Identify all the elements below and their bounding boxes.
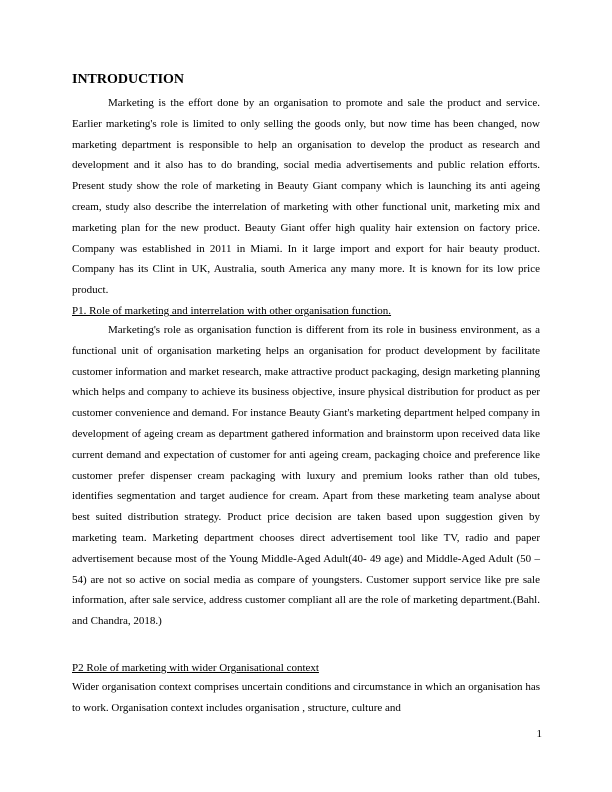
section-p2-body: Wider organisation context comprises uncertain conditions and circumstance in which an organisation has to work. Organisation context includes organisation , structure, culture and	[72, 681, 540, 714]
section-p1-body: Marketing's role as organisation function is different from its role in business environment, as a functional unit of organisation marketing helps an organisation for product development by facilitate customer information and market research, make attractive product packaging, design marketing planning which helps and company to achieve its business objective, insure physical distribution for product as per customer convenience and demand. For instance Beauty Giant's marketing department helped company in development of ageing cream as department gathered information and brainstorm upon received data like current demand and expectation of customer for anti ageing cream, packaging choice and preference like customer prefer dispenser cream packaging with luxury and premium looks rather than old tubes, identifies segmentation and target audience for cream. Apart from these marketing team analyse about best suited distribution strategy. Product price decision are taken based upon suggestion given by marketing team. Marketing department chooses direct advertisement tool like TV, radio and paper advertisement because most of the Young Middle-Aged Adult(40- 49 age) and Middle-Aged Adult (50 – 54) are not so active on social media as compare of youngsters. Customer support service like pre sale information, after sale service, address customer compliant all are the role of marketing department.(Bahl. and Chandra, 2018.)	[72, 324, 540, 628]
page-number: 1	[536, 728, 542, 740]
intro-paragraph: Marketing is the effort done by an organisation to promote and sale the product and service. Earlier marketing's role is limited to only selling the goods only, but now time has been changed, now marketing department is responsible to help an organisation to develop the product as research and development and it also has to do branding, social media advertisements and public relation efforts. Present study show the role of marketing in Beauty Giant company which is launching its anti ageing cream, study also describe the interrelation of marketing with other functional unit, marketing mix and marketing plan for the new product. Beauty Giant offer high quality hair extension on factory price. Company was established in 2011 in Miami. In it large import and export for hair beauty product. Company has its Clint in UK, Australia, south America any many more. It is known for its low price product.	[72, 97, 540, 297]
section-p1-title: P1. Role of marketing and interrelation with other organisation function.	[72, 305, 392, 317]
section-p2-title: P2 Role of marketing with wider Organisational context	[72, 662, 319, 674]
page-heading: INTRODUCTION	[72, 72, 185, 87]
